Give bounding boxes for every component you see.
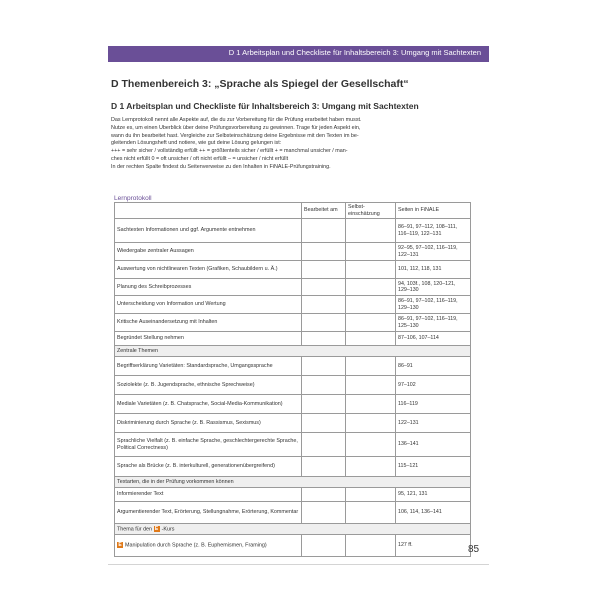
section-heading: Zentrale Themen (115, 346, 471, 357)
self-assessment-cell[interactable] (346, 395, 396, 414)
section-heading (115, 524, 471, 535)
pages-cell: 86–91, 97–112, 108–111, 116–119, 122–131 (396, 219, 471, 243)
done-date-cell[interactable] (302, 488, 346, 502)
table-row (115, 457, 471, 477)
chapter-header-text: D 1 Arbeitsplan und Checkliste für Inhaltsbereich 3: Umgang mit Sachtexten (228, 48, 481, 57)
footer-divider (108, 564, 489, 565)
protocol-label: Lernprotokoll (114, 195, 152, 202)
section-heading-text: Thema für den (117, 526, 153, 533)
pages-cell: 106, 114, 136–141 (396, 502, 471, 524)
pages-cell: 115–121 (396, 457, 471, 477)
section-row (115, 524, 471, 535)
table-row (115, 261, 471, 279)
aspect-cell: Mediale Varietäten (z. B. Chatsprache, Social-Media-Kommunikation) (115, 395, 302, 414)
table-row (115, 357, 471, 376)
aspect-cell: Sprachliche Vielfalt (z. B. einfache Sprache, geschlechtergerechte Sprache, Political Correctness) (115, 433, 302, 457)
aspect-cell: Kritische Auseinandersetzung mit Inhalten (115, 314, 302, 332)
self-assessment-cell[interactable] (346, 535, 396, 557)
done-date-cell[interactable] (302, 535, 346, 557)
aspect-cell: Sachtexten Informationen und ggf. Argumente entnehmen (115, 219, 302, 243)
self-assessment-cell[interactable] (346, 261, 396, 279)
pages-cell: 101, 112, 118, 131 (396, 261, 471, 279)
e-course-badge-icon: E (154, 525, 159, 532)
self-assessment-cell[interactable] (346, 219, 396, 243)
intro-line: gleitenden Lösungsheft und notiere, wie gut deine Lösung gelungen ist: (111, 140, 282, 147)
section-heading: Textarten, die in der Prüfung vorkommen können (115, 477, 471, 488)
self-assessment-cell[interactable] (346, 279, 396, 296)
table-row (115, 502, 471, 524)
e-course-badge-icon: E (118, 542, 122, 549)
aspect-cell: Auswertung von nichtlinearen Texten (Grafiken, Schaubildern u. Ä.) (115, 261, 302, 279)
done-date-cell[interactable] (302, 376, 346, 395)
table-row (115, 243, 471, 261)
section-subtitle: D 1 Arbeitsplan und Checkliste für Inhaltsbereich 3: Umgang mit Sachtexten (111, 101, 419, 111)
pages-cell: 97–102 (396, 376, 471, 395)
table-row (115, 314, 471, 332)
aspect-cell: Unterscheidung von Information und Wertung (115, 296, 302, 314)
table-row (115, 414, 471, 433)
aspect-cell: Planung des Schreibprozesses (115, 279, 302, 296)
self-assessment-cell[interactable] (346, 332, 396, 346)
page-title: D Themenbereich 3: „Sprache als Spiegel der Gesellschaft“ (111, 78, 409, 90)
column-header (115, 203, 302, 219)
self-assessment-cell[interactable] (346, 502, 396, 524)
aspect-cell: Begriffserklärung Varietäten: Standardsprache, Umgangssprache (115, 357, 302, 376)
self-assessment-cell[interactable] (346, 357, 396, 376)
pages-cell: 116–119 (396, 395, 471, 414)
pages-cell: 136–141 (396, 433, 471, 457)
intro-line: wann du ihn bearbeitet hast. Vergleiche zur Selbsteinschätzung deine Ergebnisse mit den Texten im be- (111, 132, 359, 139)
pages-cell: 122–131 (396, 414, 471, 433)
section-row (115, 346, 471, 357)
self-assessment-cell[interactable] (346, 433, 396, 457)
intro-line: Nutze es, um einen Überblick über deine Prüfungsvorbereitung zu gewinnen. Trage für jeden Aspekt ein, (111, 124, 361, 131)
table-header-row (115, 203, 471, 219)
column-header: Bearbeitet am (302, 203, 346, 219)
pages-cell: 95, 121, 131 (396, 488, 471, 502)
aspect-text: Manipulation durch Sprache (z. B. Euphemismen, Framing) (125, 542, 267, 549)
intro-line: In der rechten Spalte findest du Seitenverweise zu den Inhalten in FiNALE-Prüfungstraining. (111, 163, 331, 170)
pages-cell: 92–95, 97–102, 116–119, 122–131 (396, 243, 471, 261)
done-date-cell[interactable] (302, 395, 346, 414)
aspect-cell: Argumentierender Text, Erörterung, Stellungnahme, Erörterung, Kommentar (115, 502, 302, 524)
pages-cell: 87–106, 107–114 (396, 332, 471, 346)
chapter-header-bar (108, 46, 489, 62)
page-number: 85 (468, 544, 480, 555)
intro-paragraph (111, 117, 487, 172)
table-row (115, 219, 471, 243)
aspect-cell: Soziolekte (z. B. Jugendsprache, ethnische Sprechweise) (115, 376, 302, 395)
pages-cell: 86–91, 97–102, 116–119, 129–130 (396, 296, 471, 314)
self-assessment-cell[interactable] (346, 488, 396, 502)
self-assessment-cell[interactable] (346, 457, 396, 477)
section-heading-tail: -Kurs (161, 526, 175, 533)
aspect-cell: Sprache als Brücke (z. B. interkulturell, generationenübergreifend) (115, 457, 302, 477)
done-date-cell[interactable] (302, 414, 346, 433)
table-row (115, 395, 471, 414)
intro-line: Das Lernprotokoll nennt alle Aspekte auf, die du zur Vorbereitung für die Prüfung erarbeitet haben musst. (111, 117, 362, 123)
aspect-cell (115, 535, 302, 557)
table-row (115, 433, 471, 457)
self-assessment-cell[interactable] (346, 296, 396, 314)
self-assessment-cell[interactable] (346, 314, 396, 332)
aspect-cell: Diskriminierung durch Sprache (z. B. Rassismus, Sexismus) (115, 414, 302, 433)
done-date-cell[interactable] (302, 261, 346, 279)
column-header: Selbst-einschätzung (346, 203, 396, 219)
done-date-cell[interactable] (302, 332, 346, 346)
pages-cell: 127 ff. (396, 535, 471, 557)
learning-protocol-table (114, 202, 471, 557)
aspect-cell: Begründet Stellung nehmen (115, 332, 302, 346)
table-row (115, 535, 471, 557)
table-row (115, 488, 471, 502)
pages-cell: 86–91 (396, 357, 471, 376)
aspect-cell: Wiedergabe zentraler Aussagen (115, 243, 302, 261)
self-assessment-cell[interactable] (346, 243, 396, 261)
column-header: Seiten in FiNALE (396, 203, 471, 219)
self-assessment-cell[interactable] (346, 414, 396, 433)
table-row (115, 296, 471, 314)
aspect-cell: Informierender Text (115, 488, 302, 502)
done-date-cell[interactable] (302, 357, 346, 376)
table-row (115, 376, 471, 395)
pages-cell: 86–91, 97–102, 116–119, 125–130 (396, 314, 471, 332)
done-date-cell[interactable] (302, 296, 346, 314)
done-date-cell[interactable] (302, 279, 346, 296)
intro-line: +++ = sehr sicher / vollständig erfüllt ++ = größtenteils sicher / erfüllt + = manchmal unsicher / man- (111, 148, 348, 155)
done-date-cell[interactable] (302, 243, 346, 261)
done-date-cell[interactable] (302, 314, 346, 332)
pages-cell: 94, 103f., 108, 120–121, 129–130 (396, 279, 471, 296)
done-date-cell[interactable] (302, 457, 346, 477)
section-row (115, 477, 471, 488)
done-date-cell[interactable] (302, 219, 346, 243)
done-date-cell[interactable] (302, 433, 346, 457)
table-row (115, 332, 471, 346)
self-assessment-cell[interactable] (346, 376, 396, 395)
done-date-cell[interactable] (302, 502, 346, 524)
intro-line: ches nicht erfüllt 0 = oft unsicher / oft nicht erfüllt – = unsicher / nicht erfüllt (111, 155, 289, 162)
table-row (115, 279, 471, 296)
